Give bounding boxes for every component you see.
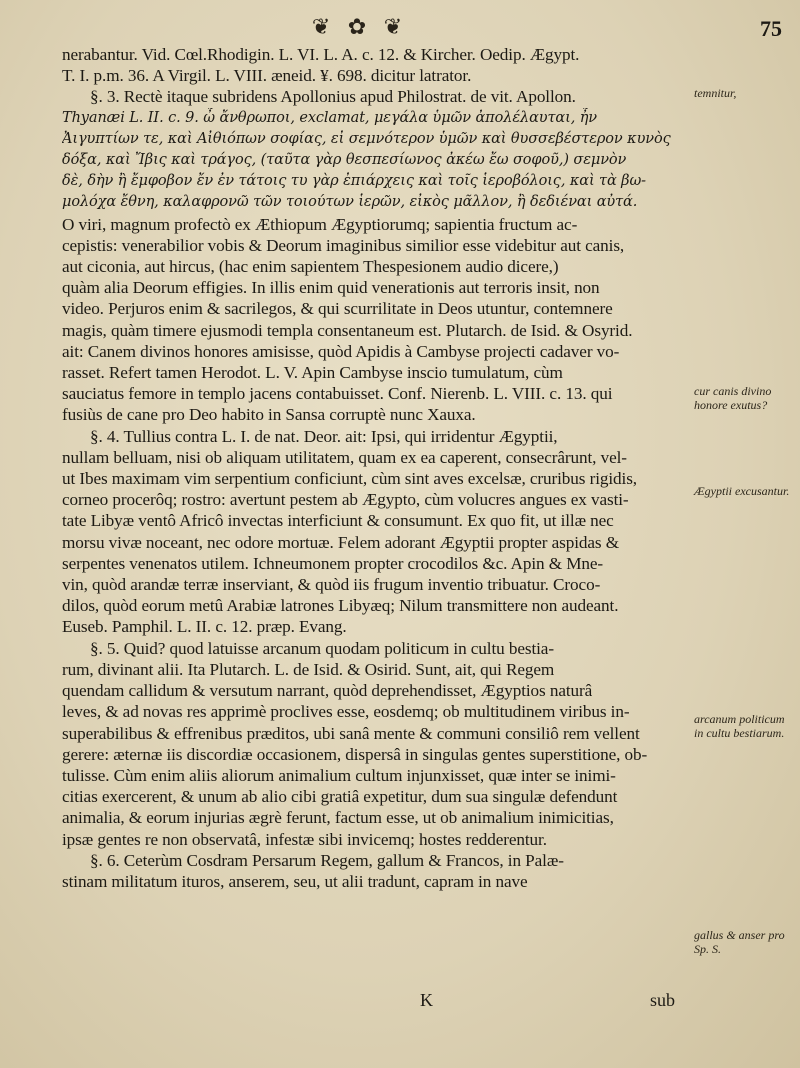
text-line: ait: Canem divinos honores amisisse, quòd Apidis à Cambyse projecti cadaver vo- (62, 341, 620, 361)
text-line: §. 3. Rectè itaque subridens Apollonius apud Philostrat. de vit. Apollon. (90, 87, 576, 107)
text-line: ut Ibes maximam vim serpentium conficiunt, cùm sint aves excelsæ, cruribus rigidis, (62, 469, 638, 489)
text-line: superabilibus & effrenibus præditos, ubi sanâ mente & communi consiliô rem vellent (62, 723, 640, 743)
text-line: nullam belluam, nisi ob aliquam utilitatem, quam ex ea caperent, consecrârunt, vel- (62, 447, 627, 467)
text-line: μολόχα ἔθνη, καλαφρονῶ τῶν τοιούτων ἱερῶν, εἰκὸς μᾶλλον, ἢ δεδιέναι αὐτά. (62, 194, 638, 211)
text-line: animalia, & eorum injurias ægrè ferunt, factum esse, ut ob animalium inimicitias, (62, 808, 614, 828)
text-line: δόξα, καὶ Ἴβις καὶ τράγος, (ταῦτα γὰρ θεσπεσίωνος ἀκέω ἔω σοφοῦ,) σεμνὸν (62, 152, 627, 169)
text-line: O viri, magnum profectò ex Æthiopum Ægyptiorumq; sapientia fructum ac- (62, 214, 578, 234)
text-line: δὲ, δὴν ἢ ἔμφοβον ἔν ἐν τάτοις τυ γὰρ ἐπιάρχεις καὶ τοῖς ἱεροβόλοις, καὶ τὰ βω- (62, 173, 646, 190)
text-line: cepistis: venerabilior vobis & Deorum imaginibus similior esse videbitur aut canis, (62, 235, 625, 255)
margin-note: gallus & anser pro Sp. S. (694, 928, 785, 956)
margin-note: cur canis divino honore exutus? (694, 384, 772, 412)
text-line: rum, divinant alii. Ita Plutarch. L. de Isid. & Osirid. Sunt, ait, qui Regem (62, 659, 555, 679)
text-line: §. 4. Tullius contra L. I. de nat. Deor. ait: Ipsi, qui irridentur Ægyptii, (90, 426, 558, 446)
text-line: tate Libyæ ventô Africô invectas interficiunt & consumunt. Ex quo fit, ut illæ nec (62, 511, 614, 531)
text-line: video. Perjuros enim & sacrilegos, & qui scurrilitate in Deos utuntur, contemnere (62, 299, 613, 319)
text-line: stinam militatum ituros, anserem, seu, ut alii tradunt, capram in nave (62, 871, 528, 891)
text-line: quendam callidum & versutum narrant, quòd deprehendisset, Ægyptios naturâ (62, 681, 593, 701)
signature-mark: K (420, 990, 433, 1010)
text-line: Thyanæi L. II. c. 9. ὦ ἄνθρωποι, exclamat, μεγάλα ὑμῶν ἀπολέλαυται, ἦν (62, 109, 598, 126)
header-ornament: ❦ ✿ ❦ (311, 14, 409, 39)
text-line: Euseb. Pamphil. L. II. c. 12. præp. Evang. (62, 617, 347, 637)
text-line: serpentes venenatos utilem. Ichneumonem propter crocodilos &c. Apin & Mne- (62, 553, 604, 573)
text-line: §. 6. Ceterùm Cosdram Persarum Regem, gallum & Francos, in Palæ- (90, 850, 564, 870)
text-line: Ἀιγυπτίων τε, καὶ Αἰθιόπων σοφίας, εἰ σεμνότερον ὑμῶν καὶ θυσσεβέστερον κυνὸς (62, 130, 671, 147)
text-line: leves, & ad novas res apprimè proclives esse, eosdemq; ob multitudinem viribus in- (62, 702, 630, 722)
body-text (62, 44, 690, 892)
text-line: ipsæ gentes re non observatâ, infestæ sibi invicemq; hostes redderentur. (62, 829, 547, 849)
catchword: sub (650, 990, 676, 1010)
text-line: vin, quòd arandæ terræ inserviant, & quòd iis frugum inventio tribuatur. Croco- (62, 575, 601, 595)
margin-note: Ægyptii excusantur. (694, 484, 790, 498)
text-line: citias exercerent, & unum ab alio cibi gratiâ expetitur, dum sua singulæ defendunt (62, 787, 618, 807)
text-line: rasset. Refert tamen Herodot. L. V. Apin Cambyse inscio tumulatum, cùm (62, 363, 563, 383)
text-line: gerere: æternæ iis discordiæ occasionem, dispersâ in singulas gentes superstitione, ob- (62, 744, 648, 764)
text-line: quàm alia Deorum effigies. In illis enim quid venerationis aut terroris insit, non (62, 278, 600, 298)
text-line: §. 5. Quid? quod latuisse arcanum quodam politicum in cultu bestia- (90, 638, 554, 658)
text-line: magis, quàm timere ejusmodi templa consentaneum est. Plutarch. de Isid. & Osyrid. (62, 320, 633, 340)
text-line: T. I. p.m. 36. A Virgil. L. VIII. æneid. ¥. 698. dicitur latrator. (62, 66, 472, 86)
text-line: nerabantur. Vid. Cœl.Rhodigin. L. VI. L. A. c. 12. & Kircher. Oedip. Ægypt. (62, 45, 580, 64)
margin-note: arcanum politicum in cultu bestiarum. (694, 712, 785, 740)
text-line: aut ciconia, aut hircus, (hac enim sapientem Thespesionem audio dicere,) (62, 257, 559, 277)
text-line: tulisse. Cùm enim aliis aliorum animalium cultum injunxisset, quæ inter se inimi- (62, 765, 616, 785)
text-line: sauciatus femore in templo jacens contabuisset. Conf. Nierenb. L. VIII. c. 13. qui (62, 384, 613, 404)
margin-note: temnitur, (694, 86, 737, 100)
text-line: morsu vivæ noceant, nec odore mortuæ. Felem adorant Ægyptii propter aspidas & (62, 532, 619, 552)
page-number: 75 (760, 16, 782, 41)
text-line: corneo procerôq; rostro: avertunt pestem ab Ægypto, cùm volucres angues ex vasti- (62, 490, 629, 510)
text-line: fusiùs de cane pro Deo habito in Sansa corruptè nunc Xauxa. (62, 405, 476, 425)
text-line: dilos, quòd eorum metû Arabiæ latrones Libyæq; Nilum transmittere non audeant. (62, 596, 619, 616)
